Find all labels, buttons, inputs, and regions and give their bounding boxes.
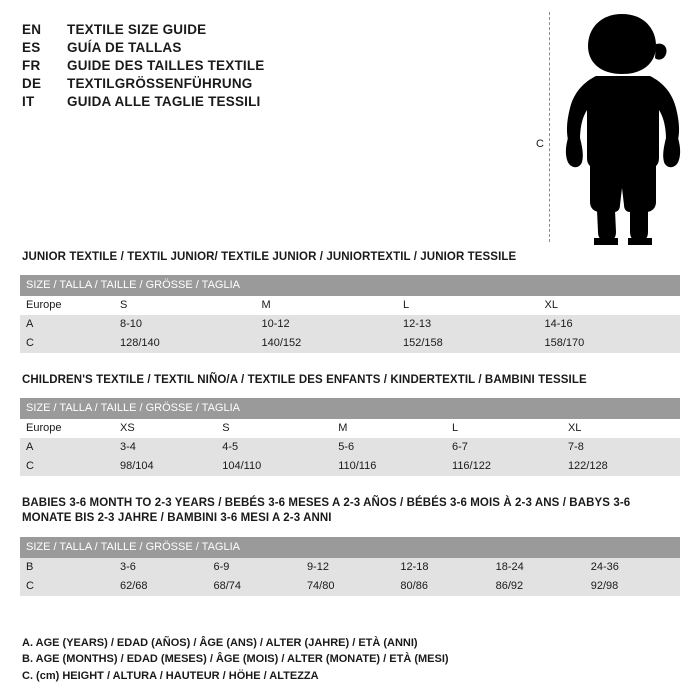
table-row: [20, 419, 680, 438]
table-header-label: SIZE / TALLA / TAILLE / GRÖSSE / TAGLIA: [20, 537, 680, 558]
row-key: B: [20, 558, 114, 577]
title-block: [22, 22, 522, 112]
row-cell: 158/170: [539, 334, 681, 353]
title-text-fr: GUIDE DES TAILLES TEXTILE: [67, 58, 265, 73]
row-cell: 62/68: [114, 577, 207, 596]
row-cell: 74/80: [301, 577, 394, 596]
size-table-children: [20, 398, 680, 476]
child-silhouette-icon: [560, 12, 685, 247]
row-cell: 116/122: [446, 457, 562, 476]
table-row: [20, 577, 680, 596]
title-text-es: GUÍA DE TALLAS: [67, 40, 182, 55]
size-table-junior: [20, 275, 680, 353]
row-cell: 8-10: [114, 315, 256, 334]
legend-line-c: C. (cm) HEIGHT / ALTURA / HAUTEUR / HÖHE / ALTEZZA: [22, 669, 319, 682]
table-row: [20, 334, 680, 353]
title-row: [22, 94, 522, 109]
size-table-babies: [20, 537, 680, 596]
row-cell: 104/110: [216, 457, 332, 476]
row-cell: 5-6: [332, 438, 446, 457]
section-heading-babies: BABIES 3-6 MONTH TO 2-3 YEARS / BEBÉS 3-6 MESES A 2-3 AÑOS / BÉBÉS 3-6 MOIS À 2-3 ANS / BABYS 3-6 MONATE BIS 2-3 JAHRE / BAMBINI 3-6 MESI A 2-3 ANNI: [22, 497, 631, 524]
row-cell: 68/74: [207, 577, 300, 596]
title-row: [22, 76, 522, 91]
row-cell: L: [446, 419, 562, 438]
table-header-label: SIZE / TALLA / TAILLE / GRÖSSE / TAGLIA: [20, 398, 680, 419]
table-row: [20, 438, 680, 457]
row-key: C: [20, 577, 114, 596]
row-cell: 86/92: [490, 577, 585, 596]
row-key: Europe: [20, 419, 114, 438]
row-cell: 152/158: [397, 334, 539, 353]
table-header-row: [20, 398, 680, 419]
title-lang-fr: FR: [22, 58, 41, 73]
row-cell: 6-7: [446, 438, 562, 457]
row-key: C: [20, 334, 114, 353]
table-header-row: [20, 537, 680, 558]
row-cell: 18-24: [490, 558, 585, 577]
section-heading-children: CHILDREN'S TEXTILE / TEXTIL NIÑO/A / TEXTILE DES ENFANTS / KINDERTEXTIL / BAMBINI TESSILE: [22, 374, 587, 386]
title-lang-es: ES: [22, 40, 41, 55]
row-cell: 12-18: [394, 558, 489, 577]
row-cell: 80/86: [394, 577, 489, 596]
row-key: A: [20, 315, 114, 334]
table-row: [20, 315, 680, 334]
row-cell: 128/140: [114, 334, 256, 353]
title-text-de: TEXTILGRÖSSENFÜHRUNG: [67, 76, 253, 91]
row-cell: 98/104: [114, 457, 216, 476]
row-cell: 6-9: [207, 558, 300, 577]
title-row: [22, 40, 522, 55]
figure-area: [520, 6, 690, 246]
row-cell: S: [114, 296, 256, 315]
table-row: [20, 457, 680, 476]
title-row: [22, 22, 522, 37]
row-cell: 4-5: [216, 438, 332, 457]
title-text-it: GUIDA ALLE TAGLIE TESSILI: [67, 94, 261, 109]
row-cell: S: [216, 419, 332, 438]
row-cell: XL: [539, 296, 681, 315]
row-cell: 7-8: [562, 438, 680, 457]
row-cell: XS: [114, 419, 216, 438]
section-heading-junior: JUNIOR TEXTILE / TEXTIL JUNIOR/ TEXTILE JUNIOR / JUNIORTEXTIL / JUNIOR TESSILE: [22, 251, 517, 263]
height-measure-label: C: [536, 138, 544, 150]
row-cell: 92/98: [585, 577, 680, 596]
row-cell: M: [256, 296, 398, 315]
title-lang-en: EN: [22, 22, 42, 37]
row-cell: 14-16: [539, 315, 681, 334]
title-lang-de: DE: [22, 76, 42, 91]
row-cell: 10-12: [256, 315, 398, 334]
title-row: [22, 58, 522, 73]
row-key: C: [20, 457, 114, 476]
row-cell: 12-13: [397, 315, 539, 334]
legend-line-a: A. AGE (YEARS) / EDAD (AÑOS) / ÂGE (ANS) / ALTER (JAHRE) / ETÀ (ANNI): [22, 636, 418, 649]
table-row: [20, 296, 680, 315]
row-cell: 3-4: [114, 438, 216, 457]
row-cell: XL: [562, 419, 680, 438]
legend-line-b: B. AGE (MONTHS) / EDAD (MESES) / ÂGE (MOIS) / ALTER (MONATE) / ETÀ (MESI): [22, 653, 449, 665]
legend: [22, 635, 449, 685]
row-cell: L: [397, 296, 539, 315]
row-key: A: [20, 438, 114, 457]
table-header-row: [20, 275, 680, 296]
row-cell: 140/152: [256, 334, 398, 353]
row-key: Europe: [20, 296, 114, 315]
row-cell: 122/128: [562, 457, 680, 476]
title-text-en: TEXTILE SIZE GUIDE: [67, 22, 207, 37]
table-row: [20, 558, 680, 577]
title-lang-it: IT: [22, 94, 35, 109]
height-measure-line: [549, 12, 550, 242]
row-cell: 3-6: [114, 558, 207, 577]
row-cell: 9-12: [301, 558, 394, 577]
row-cell: 110/116: [332, 457, 446, 476]
row-cell: M: [332, 419, 446, 438]
table-header-label: SIZE / TALLA / TAILLE / GRÖSSE / TAGLIA: [20, 275, 680, 296]
row-cell: 24-36: [585, 558, 680, 577]
